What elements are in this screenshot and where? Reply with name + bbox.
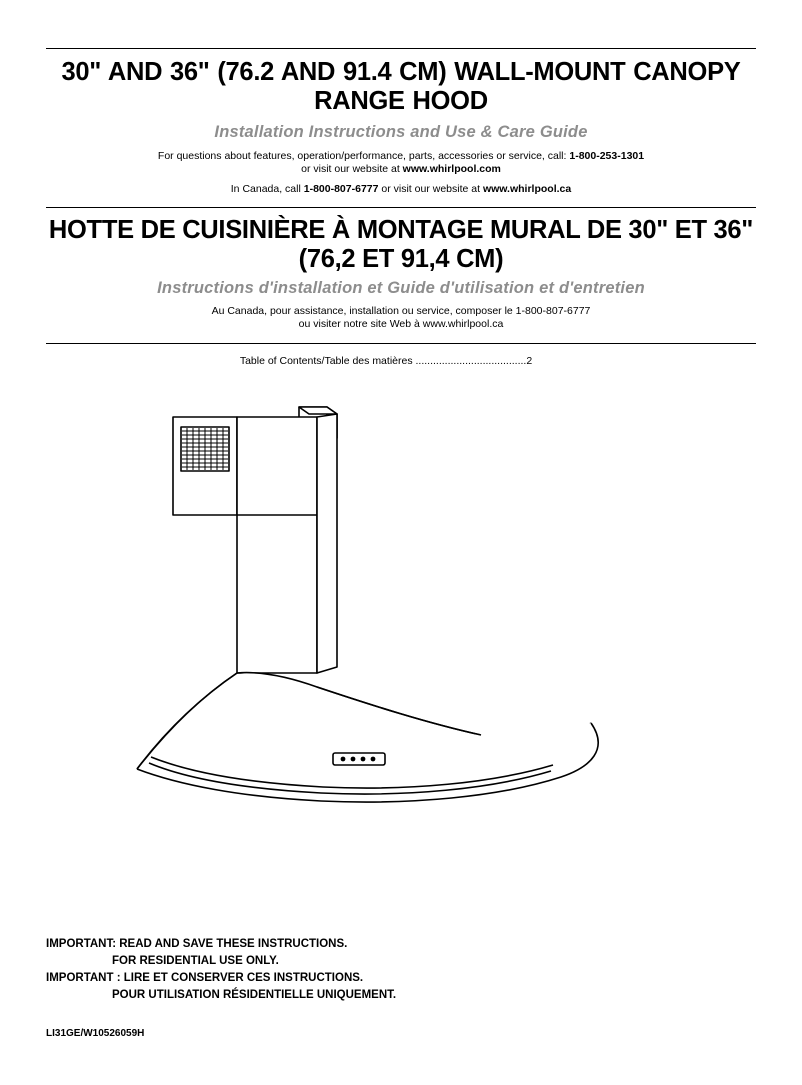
contact-info-english [46,150,756,196]
contact-line-3-mid: or visit our website at [378,183,483,195]
website-canada: www.whirlpool.ca [482,183,572,195]
page-title-french: HOTTE DE CUISINIÈRE À MONTAGE MURAL DE 30" ET 36" (76,2 ET 91,4 CM) [48,216,754,273]
contact-line-3-text: In Canada, call [230,183,304,195]
contact-fr-line-2-text: ou visiter notre site Web à [298,318,423,330]
contact-fr-line-1 [46,305,756,318]
footer-line-1: IMPORTANT: READ AND SAVE THESE INSTRUCTIONS. [46,938,348,950]
phone-canada: 1-800-807-6777 [303,183,379,195]
contact-line-3 [46,183,756,196]
contact-fr-line-2 [46,318,756,331]
phone-canada-fr: 1-800-807-6777 [515,305,591,317]
contact-line-1 [46,150,756,163]
document-page [0,48,802,1085]
contact-line-1-text: For questions about features, operation/performance, parts, accessories or service, call: [157,150,570,162]
subtitle-french: Instructions d'installation et Guide d'utilisation et d'entretien [157,279,645,297]
subtitle-english: Installation Instructions and Use & Care Guide [214,123,588,141]
website-us: www.whirlpool.com [402,163,501,175]
footer-line-3: IMPORTANT : LIRE ET CONSERVER CES INSTRUCTIONS. [46,972,364,984]
contact-fr-line-1-text: Au Canada, pour assistance, installation ou service, composer le [211,305,516,317]
part-number: LI31GE/W10526059H [46,1028,145,1039]
footer-line-2: FOR RESIDENTIAL USE ONLY. [112,955,279,967]
table-of-contents-entry: Table of Contents/Table des matières ......................................2 [239,355,533,367]
contact-line-2 [46,163,756,176]
footer-line-4: POUR UTILISATION RÉSIDENTIELLE UNIQUEMENT. [112,989,397,1001]
contact-info-french [46,305,756,331]
footer-notice [46,936,756,1039]
phone-us: 1-800-253-1301 [569,150,645,162]
divider-toc [46,343,756,344]
website-canada-fr: www.whirlpool.ca [422,318,504,330]
divider-middle [46,207,756,208]
divider-top [46,48,756,49]
page-title-english: 30" AND 36" (76.2 AND 91.4 CM) WALL-MOUNT CANOPY RANGE HOOD [61,58,741,115]
product-illustration [46,405,756,825]
contact-line-2-text: or visit our website at [301,163,403,175]
range-hood-drawing [121,405,681,825]
